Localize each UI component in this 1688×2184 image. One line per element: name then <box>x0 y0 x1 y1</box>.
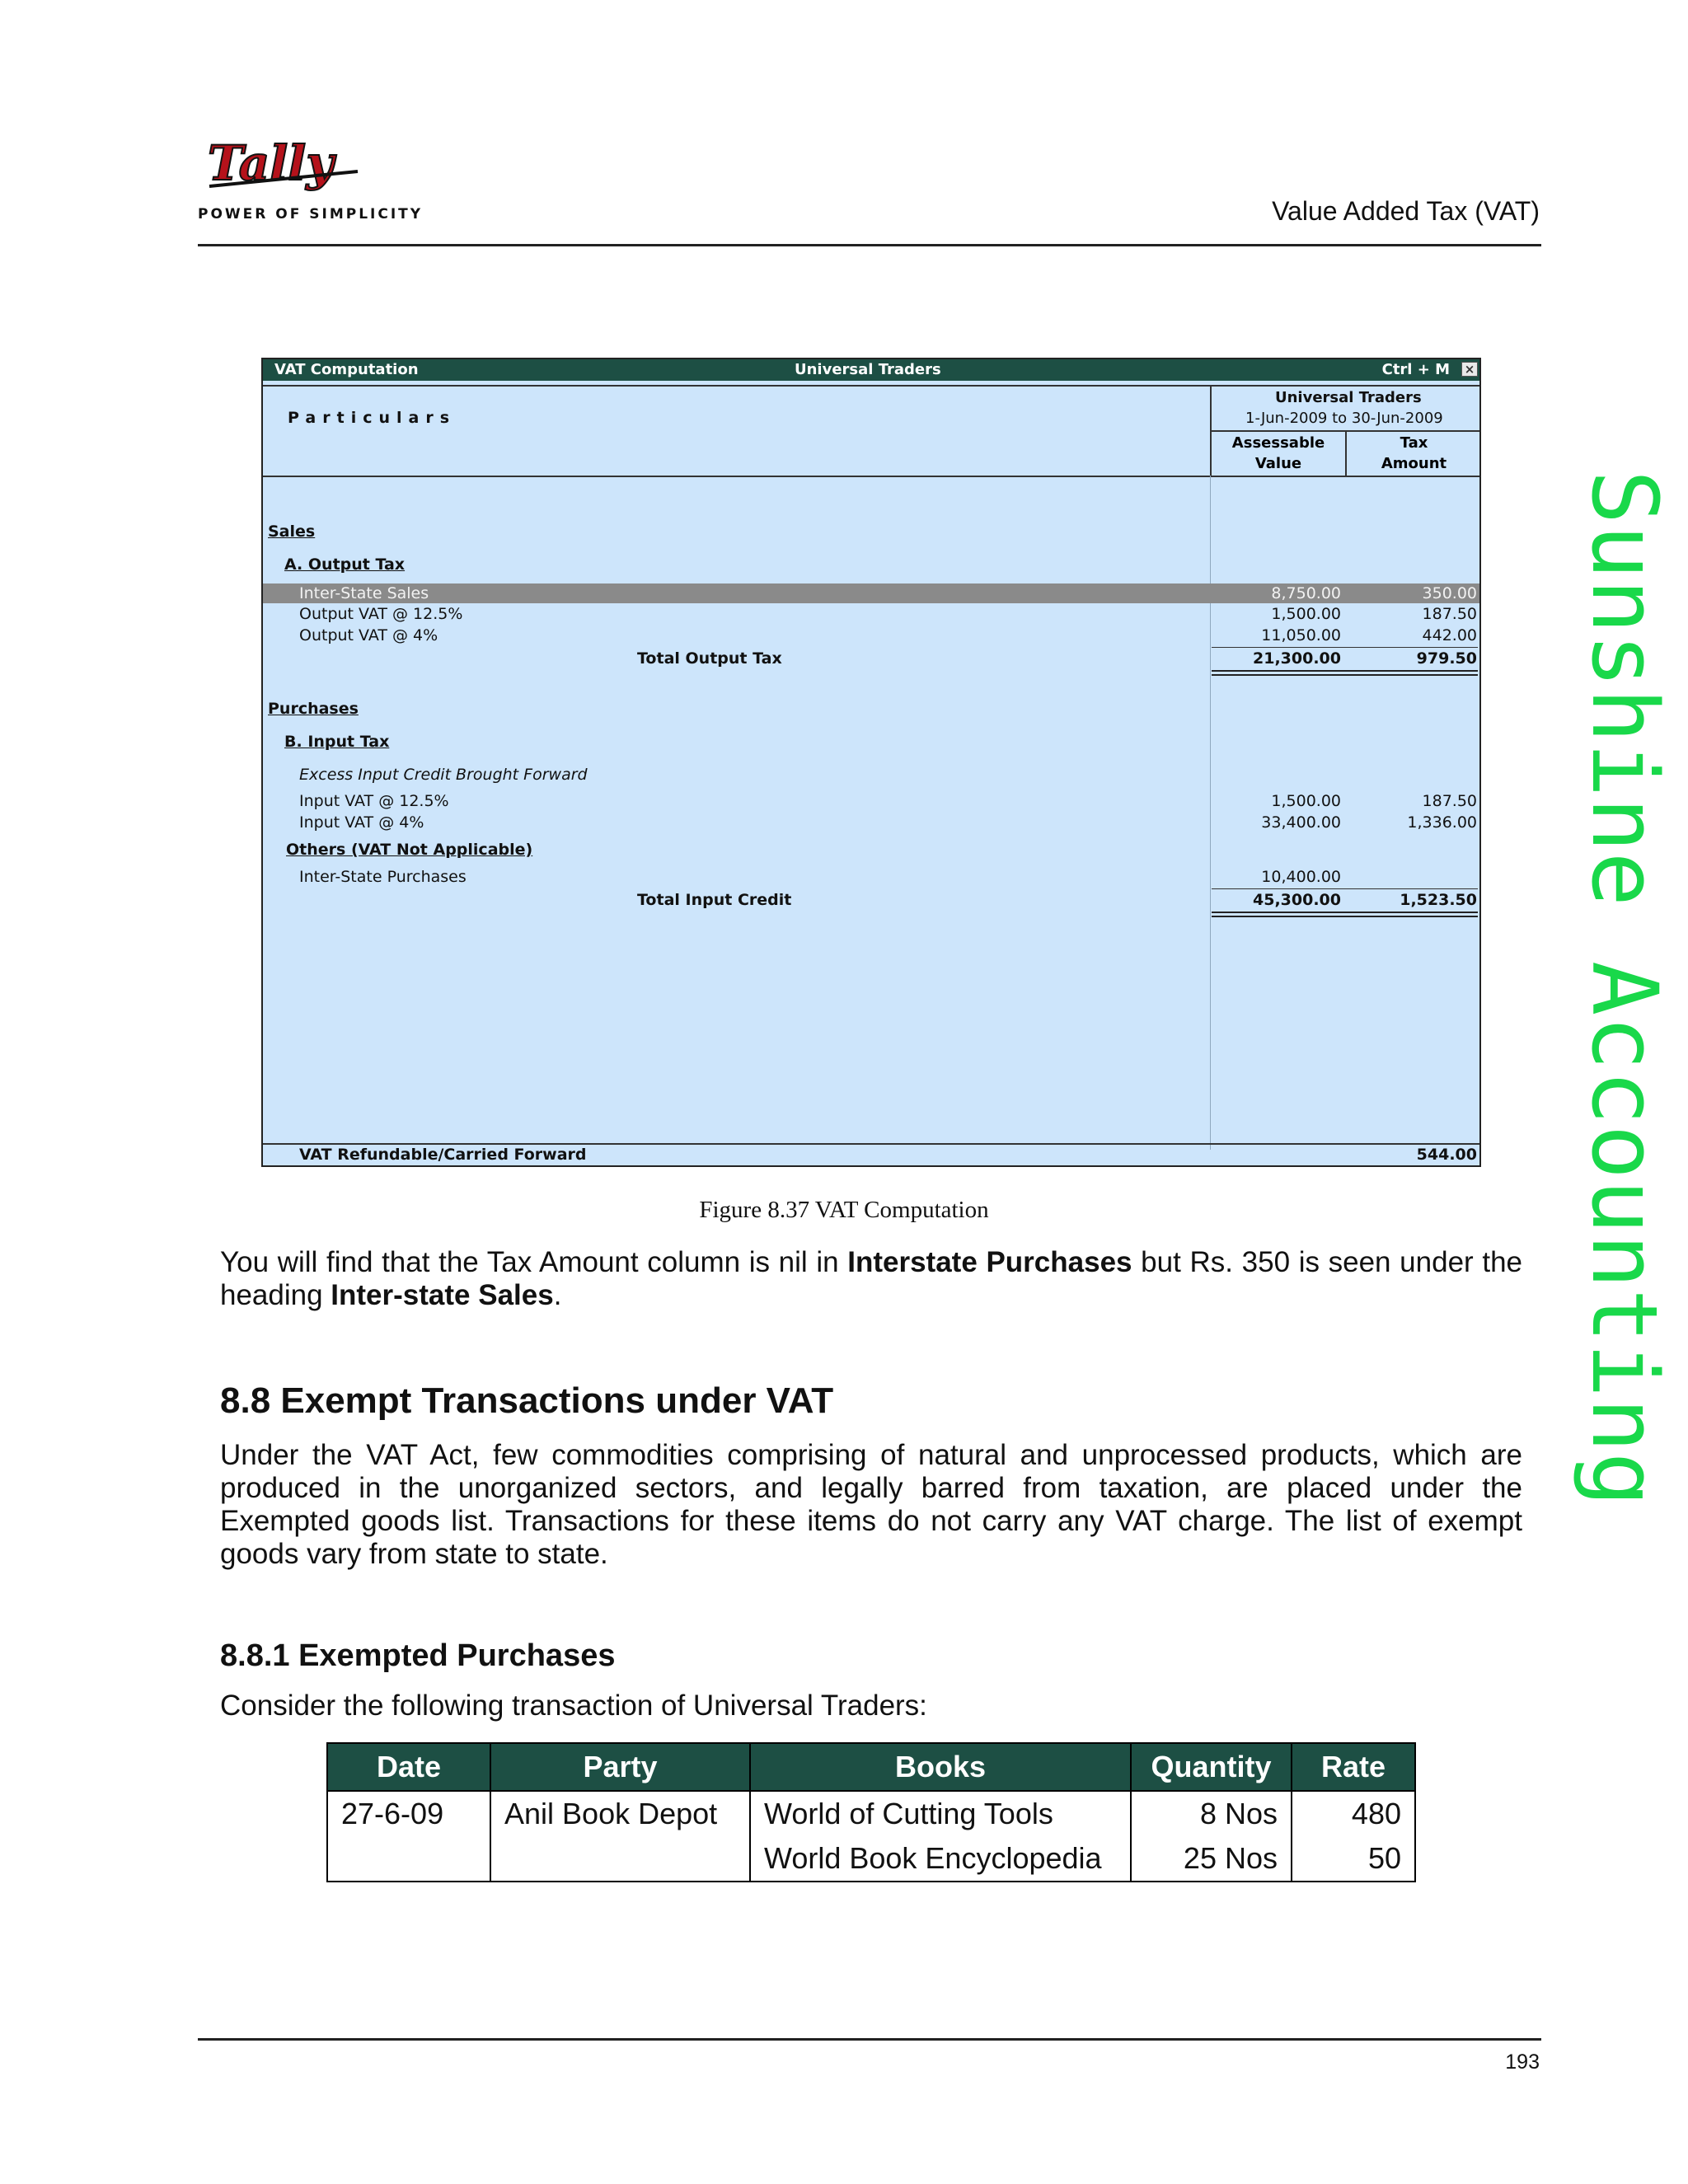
total-double-rule <box>1212 670 1478 676</box>
inter-state-sales-tax: 350.00 <box>1422 584 1477 602</box>
paragraph-exempt: Under the VAT Act, few commodities comprising of natural and unprocessed products, which are produced in the unorganized sectors, and legally barred from taxation, are placed under the Exempted goods list. Transactions for these items do not carry any VAT charge. The list of exempt goods vary from state to state. <box>220 1439 1522 1570</box>
para-bold: Inter-state Sales <box>331 1279 554 1311</box>
section-heading: 8.8 Exempt Transactions under VAT <box>220 1380 834 1421</box>
input-vat-12-tax: 187.50 <box>1422 792 1477 810</box>
cell-quantity: 8 Nos <box>1131 1791 1292 1836</box>
para-text: . <box>553 1279 562 1311</box>
transaction-table <box>326 1742 1416 1882</box>
inter-state-sales-label: Inter-State Sales <box>299 584 429 602</box>
inter-state-sales-value: 8,750.00 <box>1271 584 1341 602</box>
output-vat-4-label[interactable]: Output VAT @ 4% <box>299 626 438 644</box>
subtotal-line <box>1212 647 1478 648</box>
close-icon[interactable]: × <box>1461 362 1478 377</box>
particulars-heading: Particulars <box>288 409 457 427</box>
cell-rate: 50 <box>1292 1836 1415 1882</box>
cell-books: World Book Encyclopedia <box>750 1836 1131 1882</box>
watermark-text: Sunshine Accounting <box>1572 470 1677 1507</box>
input-total-double-rule <box>1212 912 1478 917</box>
para-bold: Interstate Purchases <box>847 1246 1132 1278</box>
total-output-value: 21,300.00 <box>1253 649 1341 668</box>
output-vat-12-tax: 187.50 <box>1422 605 1477 623</box>
input-vat-12-label[interactable]: Input VAT @ 12.5% <box>299 792 449 810</box>
assessable-value-header: Assessable Value <box>1231 434 1325 472</box>
tax-amount-header: Tax Amount <box>1381 434 1447 472</box>
output-vat-4-value: 11,050.00 <box>1261 626 1341 644</box>
shortcut-label: Ctrl + M <box>1381 361 1450 378</box>
total-input-tax: 1,523.50 <box>1400 891 1477 909</box>
header-bottom-line <box>263 476 1479 477</box>
side-watermark <box>1566 470 1688 1731</box>
input-tax-heading: B. Input Tax <box>284 733 390 751</box>
input-vat-4-value: 33,400.00 <box>1261 813 1341 832</box>
cell-date <box>327 1836 490 1882</box>
vat-refundable-label: VAT Refundable/Carried Forward <box>299 1146 587 1164</box>
total-input-value: 45,300.00 <box>1253 891 1341 909</box>
cell-quantity: 25 Nos <box>1131 1836 1292 1882</box>
figure-caption: Figure 8.37 VAT Computation <box>699 1197 989 1223</box>
total-input-credit-label: Total Input Credit <box>637 891 792 909</box>
header-rule <box>198 244 1541 246</box>
inter-state-purchases-label[interactable]: Inter-State Purchases <box>299 868 467 886</box>
sales-heading: Sales <box>268 523 316 541</box>
footer-top-line <box>263 1143 1479 1145</box>
col-books: Books <box>750 1743 1131 1791</box>
company-title: Universal Traders <box>795 361 941 378</box>
input-vat-4-tax: 1,336.00 <box>1407 813 1477 832</box>
table-row <box>327 1791 1415 1836</box>
excess-input-credit-label[interactable]: Excess Input Credit Brought Forward <box>299 766 588 784</box>
col-quantity: Quantity <box>1131 1743 1292 1791</box>
output-vat-4-tax: 442.00 <box>1422 626 1477 644</box>
others-heading: Others (VAT Not Applicable) <box>286 841 533 859</box>
col-rate: Rate <box>1292 1743 1415 1791</box>
para-text: but Rs. 350 is seen under the heading <box>220 1246 1523 1311</box>
header-top-line <box>263 385 1479 387</box>
input-vat-4-label[interactable]: Input VAT @ 4% <box>299 813 424 832</box>
para-text: You will find that the Tax Amount column is nil in <box>220 1246 848 1278</box>
output-vat-12-label[interactable]: Output VAT @ 12.5% <box>299 605 463 623</box>
svg-text:Tally: Tally <box>208 135 334 191</box>
cell-party <box>490 1836 750 1882</box>
cell-rate: 480 <box>1292 1791 1415 1836</box>
output-vat-12-value: 1,500.00 <box>1271 605 1341 623</box>
total-output-tax: 979.50 <box>1416 649 1477 668</box>
inter-state-purchases-value: 10,400.00 <box>1261 868 1341 886</box>
cell-books: World of Cutting Tools <box>750 1791 1131 1836</box>
body-divider <box>1210 476 1211 1150</box>
footer-rule <box>198 2038 1541 2041</box>
tally-logo-icon <box>201 132 366 196</box>
input-subtotal-line <box>1212 888 1478 889</box>
company-column-title: Universal Traders <box>1275 389 1422 406</box>
page-number: 193 <box>1505 2050 1540 2074</box>
cell-party: Anil Book Depot <box>490 1791 750 1836</box>
logo-tagline: POWER OF SIMPLICITY <box>198 206 424 223</box>
cell-date: 27-6-09 <box>327 1791 490 1836</box>
col-party: Party <box>490 1743 750 1791</box>
output-tax-heading: A. Output Tax <box>284 555 406 574</box>
running-header: Value Added Tax (VAT) <box>1272 196 1540 226</box>
table-header-row <box>327 1743 1415 1791</box>
table-row <box>327 1836 1415 1882</box>
period-label: 1-Jun-2009 to 30-Jun-2009 <box>1245 410 1443 427</box>
total-output-tax-label: Total Output Tax <box>637 649 782 668</box>
vat-computation-screen <box>261 358 1481 1167</box>
input-vat-12-value: 1,500.00 <box>1271 792 1341 810</box>
subsection-heading: 8.8.1 Exempted Purchases <box>220 1638 616 1673</box>
screen-titlebar <box>263 359 1479 381</box>
col-date: Date <box>327 1743 490 1791</box>
paragraph-intro <box>220 1246 1522 1312</box>
vat-refundable-value: 544.00 <box>1416 1146 1477 1164</box>
screen-title: VAT Computation <box>274 361 419 378</box>
paragraph-consider: Consider the following transaction of Universal Traders: <box>220 1690 927 1722</box>
purchases-heading: Purchases <box>268 700 359 718</box>
